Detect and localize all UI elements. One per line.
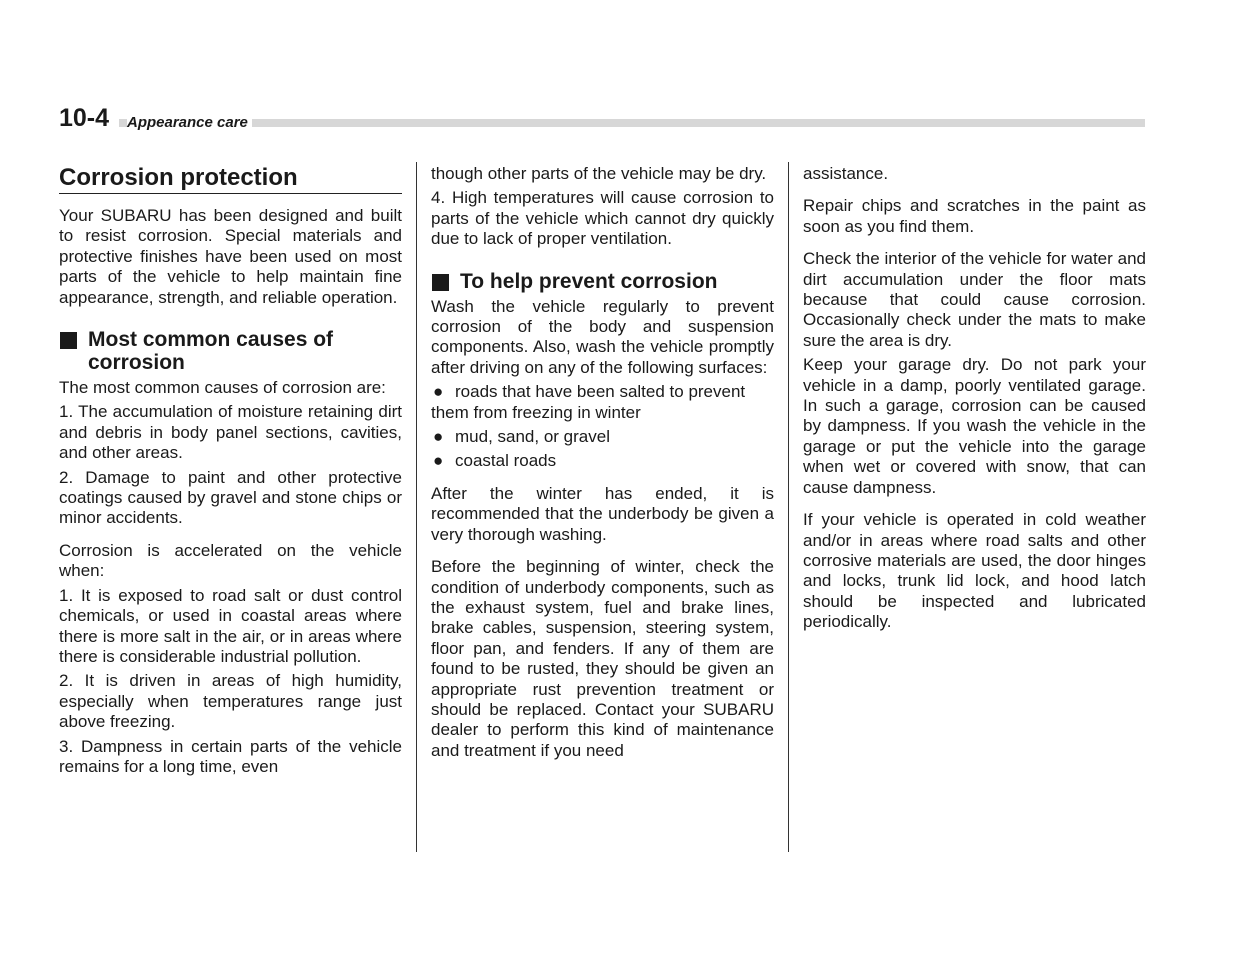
list-item-text: roads that have been salted to prevent them from freezing in winter [431,382,746,422]
list-item [431,382,774,423]
page-title: Corrosion protection [59,164,402,194]
heading-causes [59,328,402,374]
cold-weather-paragraph: If your vehicle is operated in cold weather and/or in areas where road salts and other corrosive materials are used, the door hinges and locks, trunk lid lock, and hood latch should be inspected and lubricated periodically. [803,510,1146,632]
list-item-text: coastal roads [455,451,557,471]
column-2 [431,164,774,765]
accel-lead: Corrosion is accelerated on the vehicle when: [59,540,402,581]
column-divider [416,162,417,852]
page-header [59,104,1145,132]
accel-item: 4. High temperatures will cause corrosion to parts of the vehicle which cannot dry quickly due to lack of proper ventilation. [431,188,774,249]
column-1 [59,164,402,781]
column-3 [803,164,1146,637]
header-rule [119,119,1145,127]
section-title: Appearance care [127,114,252,132]
causes-lead: The most common causes of corrosion are: [59,378,386,398]
after-winter-paragraph: After the winter has ended, it is recommended that the underbody be given a very thorough washing. [431,483,774,544]
cause-item: 1. The accumulation of moisture retaining dirt and debris in body panel sections, cavities, and other areas. [59,402,402,463]
square-bullet-icon [432,274,449,291]
list-item-text: mud, sand, or gravel [455,427,610,447]
accel-item: 3. Dampness in certain parts of the vehicle remains for a long time, even [59,736,402,776]
repair-paragraph: Repair chips and scratches in the paint as soon as you find them. [803,196,1146,236]
assistance-text: assistance. [803,164,889,183]
list-item [431,451,774,471]
heading-causes-label: Most common causes of corrosion [88,328,334,375]
heading-prevent [431,270,774,293]
wash-paragraph: Wash the vehicle regularly to prevent corrosion of the body and suspension components. Also, wash the vehicle promptly after driving on any of the following surfaces: [431,296,774,377]
accel-item: 2. It is driven in areas of high humidity, especially when temperatures range just above freezing. [59,671,402,732]
column-divider [788,162,789,852]
list-item [431,427,774,447]
bullet-icon: ● [433,427,444,447]
page-number: 10-4 [59,104,115,132]
garage-paragraph: Keep your garage dry. Do not park your vehicle in a damp, poorly ventilated garage. In such a garage, corrosion can be caused by dampness. If you wash the vehicle in the garage or put the vehicle into the garage when wet or covered with snow, that can cause dampness. [803,355,1146,497]
before-winter-paragraph: Before the beginning of winter, check the condition of underbody components, such as the exhaust system, fuel and brake lines, brake cables, suspension, steering system, floor pan, and fenders. If any of them are found to be rusted, they should be given an appropriate rust prevention treatment or should be replaced. Contact your SUBARU dealer to perform this kind of maintenance and treatment if you need [431,557,774,760]
accel-item: 1. It is exposed to road salt or dust control chemicals, or used in coastal areas where there is more salt in the air, or in areas where there is considerable industrial pollution. [59,585,402,666]
cause-item: 2. Damage to paint and other protective coatings caused by gravel and stone chips or minor accidents. [59,467,402,528]
accel-item-continued: though other parts of the vehicle may be dry. [431,164,767,183]
heading-prevent-label: To help prevent corrosion [460,269,718,293]
intro-paragraph: Your SUBARU has been designed and built to resist corrosion. Special materials and protective finishes have been used on most parts of the vehicle to help maintain fine appearance, strength, and reliable operation. [59,206,402,307]
bullet-icon: ● [433,451,444,471]
interior-paragraph: Check the interior of the vehicle for water and dirt accumulation under the floor mats because that could cause corrosion. Occasionally check under the mats to make sure the area is dry. [803,249,1146,350]
square-bullet-icon [60,332,77,349]
bullet-icon: ● [433,382,444,402]
